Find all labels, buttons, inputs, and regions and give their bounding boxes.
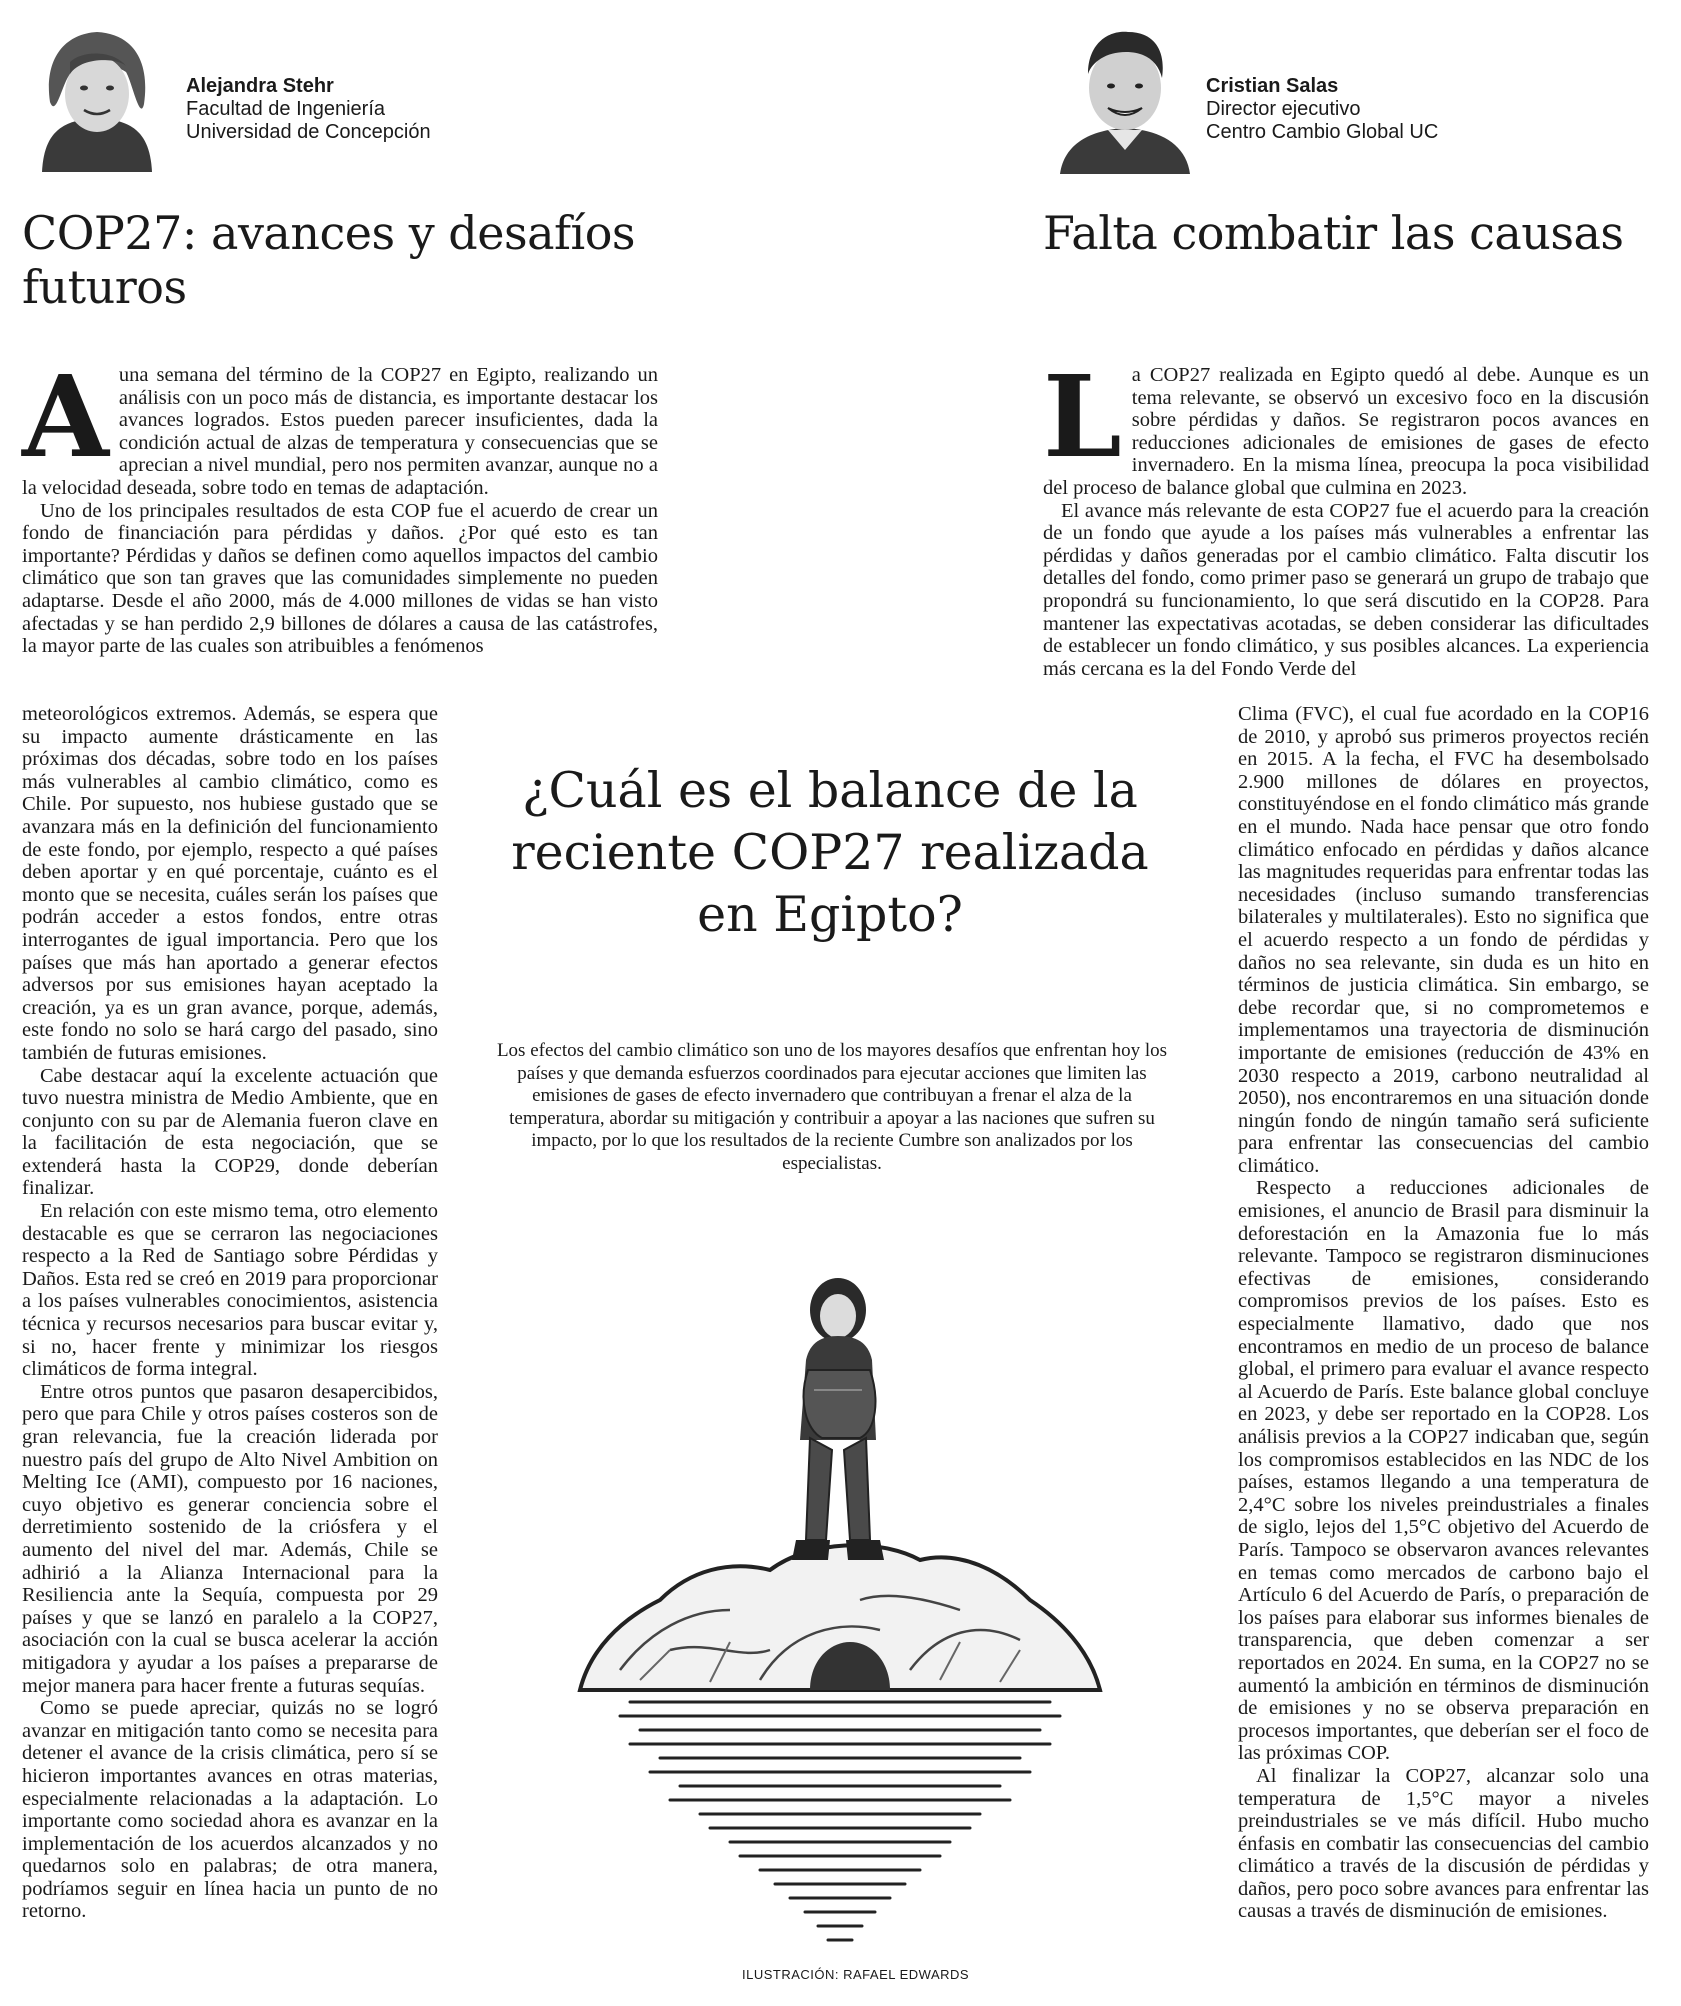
left-article-top	[22, 352, 658, 658]
dropcap: A	[22, 352, 109, 483]
paragraph: Cabe destacar aquí la excelente actuación que tuvo nuestra ministra de Medio Ambiente, que en conjunto con su par de Alemania fueron clave en la facilitación de esta negociación, que se extenderá hasta la COP29, donde deberían finalizar.	[22, 1064, 438, 1200]
intro-text: Los efectos del cambio climático son uno de los mayores desafíos que enfrentan hoy los países y que demanda esfuerzos coordinados para ejecutar acciones que limiten las emisiones de gases de efecto invernadero que contribuyan a frenar el alza de la temperatura, abordar su mitigación y contribuir a apoyar a las naciones que sufren su impacto, por lo que los resultados de la reciente Cumbre son analizados por los especialistas.	[496, 1040, 1168, 1174]
author-name: Cristian Salas	[1206, 75, 1339, 97]
left-article-column	[22, 703, 438, 1923]
dropcap: L	[1043, 352, 1122, 483]
illustration-credit: ILUSTRACIÓN: RAFAEL EDWARDS	[742, 1967, 970, 1982]
paragraph: Clima (FVC), el cual fue acordado en la COP16 de 2010, y aprobó sus primeros proyectos recién en 2015. A la fecha, el FVC ha desembolsado 2.900 millones de dólares en proyectos, constituyéndose en el fondo climático más grande en el mundo. Nada hace pensar que otro fondo climático enfocado en pérdidas y daños alcance las magnitudes requeridas para enfrentar todas las necesidades (incluso sumando transferencias bilaterales y multilaterales). Esto no significa que el acuerdo respecto a un fondo de pérdidas y daños no sea relevante, sin duda es un hito en términos de justicia climática. Sin embargo, se debe recordar que, si no comprometemos e implementamos una trayectoria de disminución importante de emisiones (reducción de 43% en 2030 respecto a 2019, carbono neutralidad al 2050), nos encontraremos en una situación donde ningún fondo de ningún tamaño será suficiente para enfrentar las consecuencias del cambio climático.	[1238, 703, 1649, 1177]
author-name: Alejandra Stehr	[186, 75, 334, 97]
author-institution: Centro Cambio Global UC	[1206, 121, 1439, 143]
right-headline: Falta combatir las causas	[1043, 206, 1624, 260]
paragraph: Uno de los principales resultados de esta COP fue el acuerdo de crear un fondo de financiación para pérdidas y daños. ¿Por qué esto es tan importante? Pérdidas y daños se definen como aquellos impactos del cambio climático que son tan graves que las comunidades simplemente no pueden adaptarse. Desde el año 2000, más de 4.000 millones de vidas se han visto afectadas y se han perdido 2,9 billones de dólares a causa de las catástrofes, la mayor parte de las cuales son atribuibles a fenómenos	[22, 499, 658, 658]
central-question: ¿Cuál es el balance de la reciente COP27 realizada en Egipto?	[511, 762, 1149, 943]
author-portrait-right	[1050, 22, 1200, 174]
paragraph: Entre otros puntos que pasaron desapercibidos, pero que para Chile y otros países costeros son de gran relevancia, fue la creación liderada por nuestro país del grupo de Alto Nivel Ambition on Melting Ice (AMI), compuesto por 16 naciones, cuyo objetivo es generar conciencia sobre el derretimiento sostenido de la criósfera y el aumento del nivel del mar. Además, Chile se adhirió a la Alianza Internacional para la Resiliencia ante la Sequía, compuesta por 29 países y que se lanzó en paralelo a la COP27, asociación con la cual se busca acelerar la acción mitigadora y ayudar a los países a prepararse de mejor manera para hacer frente a futuras sequías.	[22, 1380, 438, 1697]
iceberg-illustration	[560, 1270, 1120, 1960]
paragraph: Como se puede apreciar, quizás no se logró avanzar en mitigación tanto como se necesita para detener el avance de la crisis climática, pero sí se hicieron importantes avances en otras materias, especialmente relacionadas a la adaptación. Lo importante como sociedad ahora es avanzar en la implementación de los acuerdos alcanzados y no quedarnos solo en palabras; de otra manera, podríamos seguir en línea hacia un punto de no retorno.	[22, 1697, 438, 1923]
paragraph: Al finalizar la COP27, alcanzar solo una temperatura de 1,5°C mayor a niveles preindustriales se ve más difícil. Hubo mucho énfasis en combatir las consecuencias del cambio climático a través de la discusión de pérdidas y daños, pero poco sobre avances para enfrentar las causas a través de disminución de emisiones.	[1238, 1764, 1649, 1923]
paragraph: El avance más relevante de esta COP27 fue el acuerdo para la creación de un fondo que ayude a los países más vulnerables a enfrentar las pérdidas y daños generadas por el cambio climático. Falta discutir los detalles del fondo, como primer paso se generará un grupo de trabajo que propondrá su funcionamiento, lo que será discutido en la COP28. Para mantener las expectativas acotadas, se deben considerar las dificultades de establecer un fondo climático, y sus posibles alcances. La experiencia más cercana es la del Fondo Verde del	[1043, 499, 1649, 680]
paragraph: En relación con este mismo tema, otro elemento destacable es que se cerraron las negociaciones respecto a la Red de Santiago sobre Pérdidas y Daños. Esta red se creó en 2019 para proporcionar a los países vulnerables conocimientos, asistencia técnica y recursos necesarios para buscar evitar y, si no, hacer frente y minimizar los riesgos climáticos de forma integral.	[22, 1200, 438, 1381]
author-byline-right	[1206, 75, 1438, 144]
author-byline-left	[186, 75, 431, 144]
left-headline: COP27: avances y desafíos futuros	[22, 206, 636, 314]
paragraph: Respecto a reducciones adicionales de emisiones, el anuncio de Brasil para disminuir la deforestación en la Amazonia fue lo más relevante. Tampoco se registraron disminuciones efectivas de emisiones, considerando compromisos previos de los países. Esto es especialmente llamativo, dado que nos encontramos en medio de un proceso de balance global, el primero para evaluar el avance respecto al Acuerdo de París. Este balance global concluye en 2023, y debe ser reportado en la COP28. Los análisis previos a la COP27 indicaban que, según los compromisos establecidos en las NDC de los países, estamos llegando a una temperatura de 2,4°C sobre los niveles preindustriales a finales de siglo, lejos del 1,5°C objetivo del Acuerdo de París. Tampoco se observaron avances relevantes en temas como mercados de carbono bajo el Artículo 6 del Acuerdo de París, o preparación de los países para elaborar sus informes bienales de transparencia, que deben comenzar a ser reportados en 2024. En suma, en la COP27 no se aumentó la ambición en términos de disminución de emisiones y no se observa preparación en procesos importantes, que deberían ser el foco de las próximas COP.	[1238, 1177, 1649, 1765]
right-article-top	[1043, 352, 1649, 680]
paragraph: a COP27 realizada en Egipto quedó al debe. Aunque es un tema relevante, se observó un excesivo foco en la discusión sobre pérdidas y daños. Se registraron pocos avances en reducciones adicionales de emisiones de gases de efecto invernadero. En la misma línea, preocupa la poca visibilidad del proceso de balance global que culmina en 2023.	[1043, 364, 1649, 499]
author-portrait-left	[22, 22, 172, 172]
girl-figure	[792, 1278, 884, 1560]
author-affiliation: Facultad de Ingeniería	[186, 98, 386, 120]
paragraph: una semana del término de la COP27 en Egipto, realizando un análisis con un poco más de distancia, es importante destacar los avances logrados. Estos pueden parecer insuficientes, dada la condición actual de alzas de temperatura y consecuencias que se aprecian a nivel mundial, pero nos permiten avanzar, aunque no a la velocidad deseada, sobre todo en temas de adaptación.	[22, 364, 658, 499]
paragraph: meteorológicos extremos. Además, se espera que su impacto aumente drásticamente en las próximas dos décadas, sobre todo en los países más vulnerables al cambio climático, como es Chile. Por supuesto, nos hubiese gustado que se avanzara más en la definición del funcionamiento de este fondo, por ejemplo, respecto a qué países deben aportar y en qué porcentaje, cuánto es el monto que se necesita, cuáles serán los países que podrán acceder a estos fondos, entre otras interrogantes de igual importancia. Pero que los países que más han aportado a generar efectos adversos por sus emisiones hayan aceptado la creación, ya es un gran avance, porque, además, este fondo no solo se hará cargo del pasado, sino también de futuras emisiones.	[22, 703, 438, 1064]
author-role: Director ejecutivo	[1206, 98, 1361, 120]
right-article-column	[1238, 703, 1649, 1923]
author-institution: Universidad de Concepción	[186, 121, 431, 143]
